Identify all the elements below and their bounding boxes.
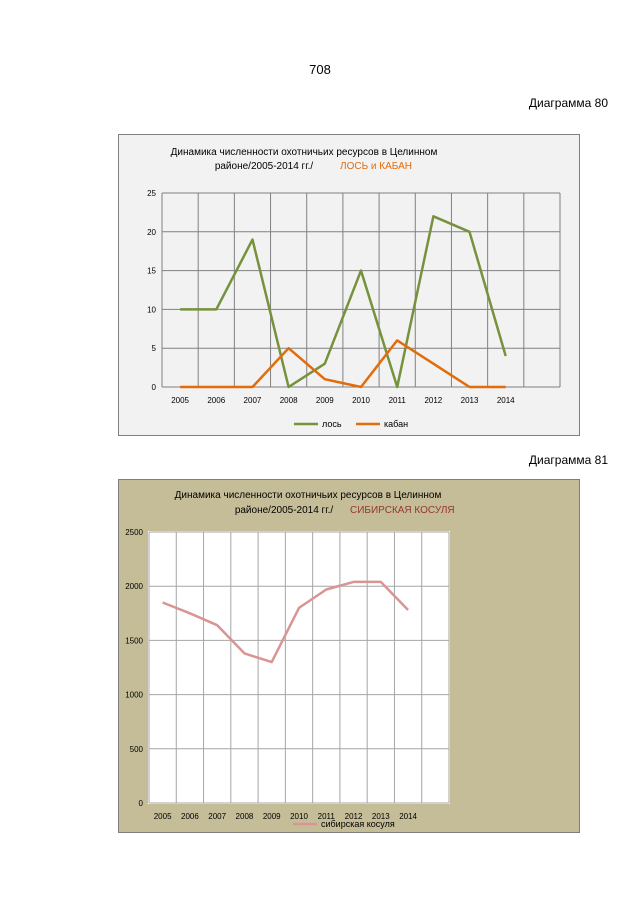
chart-2-title-line2: районе/2005-2014 гг./ <box>234 505 334 516</box>
x-tick-label: 2013 <box>460 396 479 405</box>
chart-1-title-line1: Динамика численности охотничьих ресурсов в Целинном <box>170 147 438 158</box>
x-tick-label: 2006 <box>207 396 226 405</box>
chart-roe-deer <box>118 479 580 833</box>
x-tick-label: 2013 <box>371 812 390 821</box>
x-tick-label: 2007 <box>208 812 227 821</box>
chart-1-svg <box>118 134 580 436</box>
x-tick-label: 2012 <box>344 812 363 821</box>
x-tick-label: 2008 <box>235 812 254 821</box>
x-tick-label: 2007 <box>243 396 262 405</box>
chart-1-title-line2: районе/2005-2014 гг./ <box>214 161 314 172</box>
x-tick-label: 2012 <box>424 396 443 405</box>
x-tick-label: 2009 <box>262 812 281 821</box>
y-tick-label: 20 <box>147 227 156 237</box>
y-tick-label: 1500 <box>125 636 143 646</box>
chart-2-title-line1: Динамика численности охотничьих ресурсов в Целинном <box>174 490 442 501</box>
y-tick-label: 2000 <box>125 582 143 592</box>
x-tick-label: 2014 <box>496 396 515 405</box>
chart-2-title-highlight: СИБИРСКАЯ КОСУЛЯ <box>350 505 455 516</box>
x-tick-label: 2006 <box>181 812 199 821</box>
y-tick-label: 0 <box>151 383 156 392</box>
y-tick-label: 10 <box>147 305 156 315</box>
y-tick-label: 2500 <box>125 528 143 537</box>
y-tick-label: 1000 <box>125 690 143 700</box>
x-tick-label: 2011 <box>388 396 406 405</box>
legend-label-сибирская косуля: сибирская косуля <box>321 819 395 829</box>
legend-label-кабан: кабан <box>384 419 409 429</box>
legend-label-лось: лось <box>322 419 342 429</box>
chart-2-plot-area <box>148 531 450 804</box>
diagram-80-label: Диаграмма 80 <box>528 96 608 110</box>
y-tick-label: 5 <box>151 344 156 354</box>
chart-1-frame <box>119 135 580 436</box>
x-tick-label: 2005 <box>171 396 189 405</box>
y-tick-label: 500 <box>129 744 143 754</box>
y-tick-label: 0 <box>138 799 143 808</box>
x-tick-label: 2008 <box>279 396 298 405</box>
x-tick-label: 2014 <box>399 812 417 821</box>
chart-2-svg <box>118 479 580 833</box>
x-tick-label: 2010 <box>352 396 370 405</box>
chart-moose-boar <box>118 134 580 436</box>
x-tick-label: 2010 <box>290 812 308 821</box>
y-tick-label: 25 <box>147 189 156 198</box>
x-tick-label: 2011 <box>317 812 335 821</box>
x-tick-label: 2005 <box>153 812 172 821</box>
chart-1-title-highlight: ЛОСЬ и КАБАН <box>340 161 412 172</box>
x-tick-label: 2009 <box>315 396 334 405</box>
y-tick-label: 15 <box>147 266 156 276</box>
page-number: 708 <box>309 62 331 77</box>
diagram-81-label: Диаграмма 81 <box>528 453 608 467</box>
